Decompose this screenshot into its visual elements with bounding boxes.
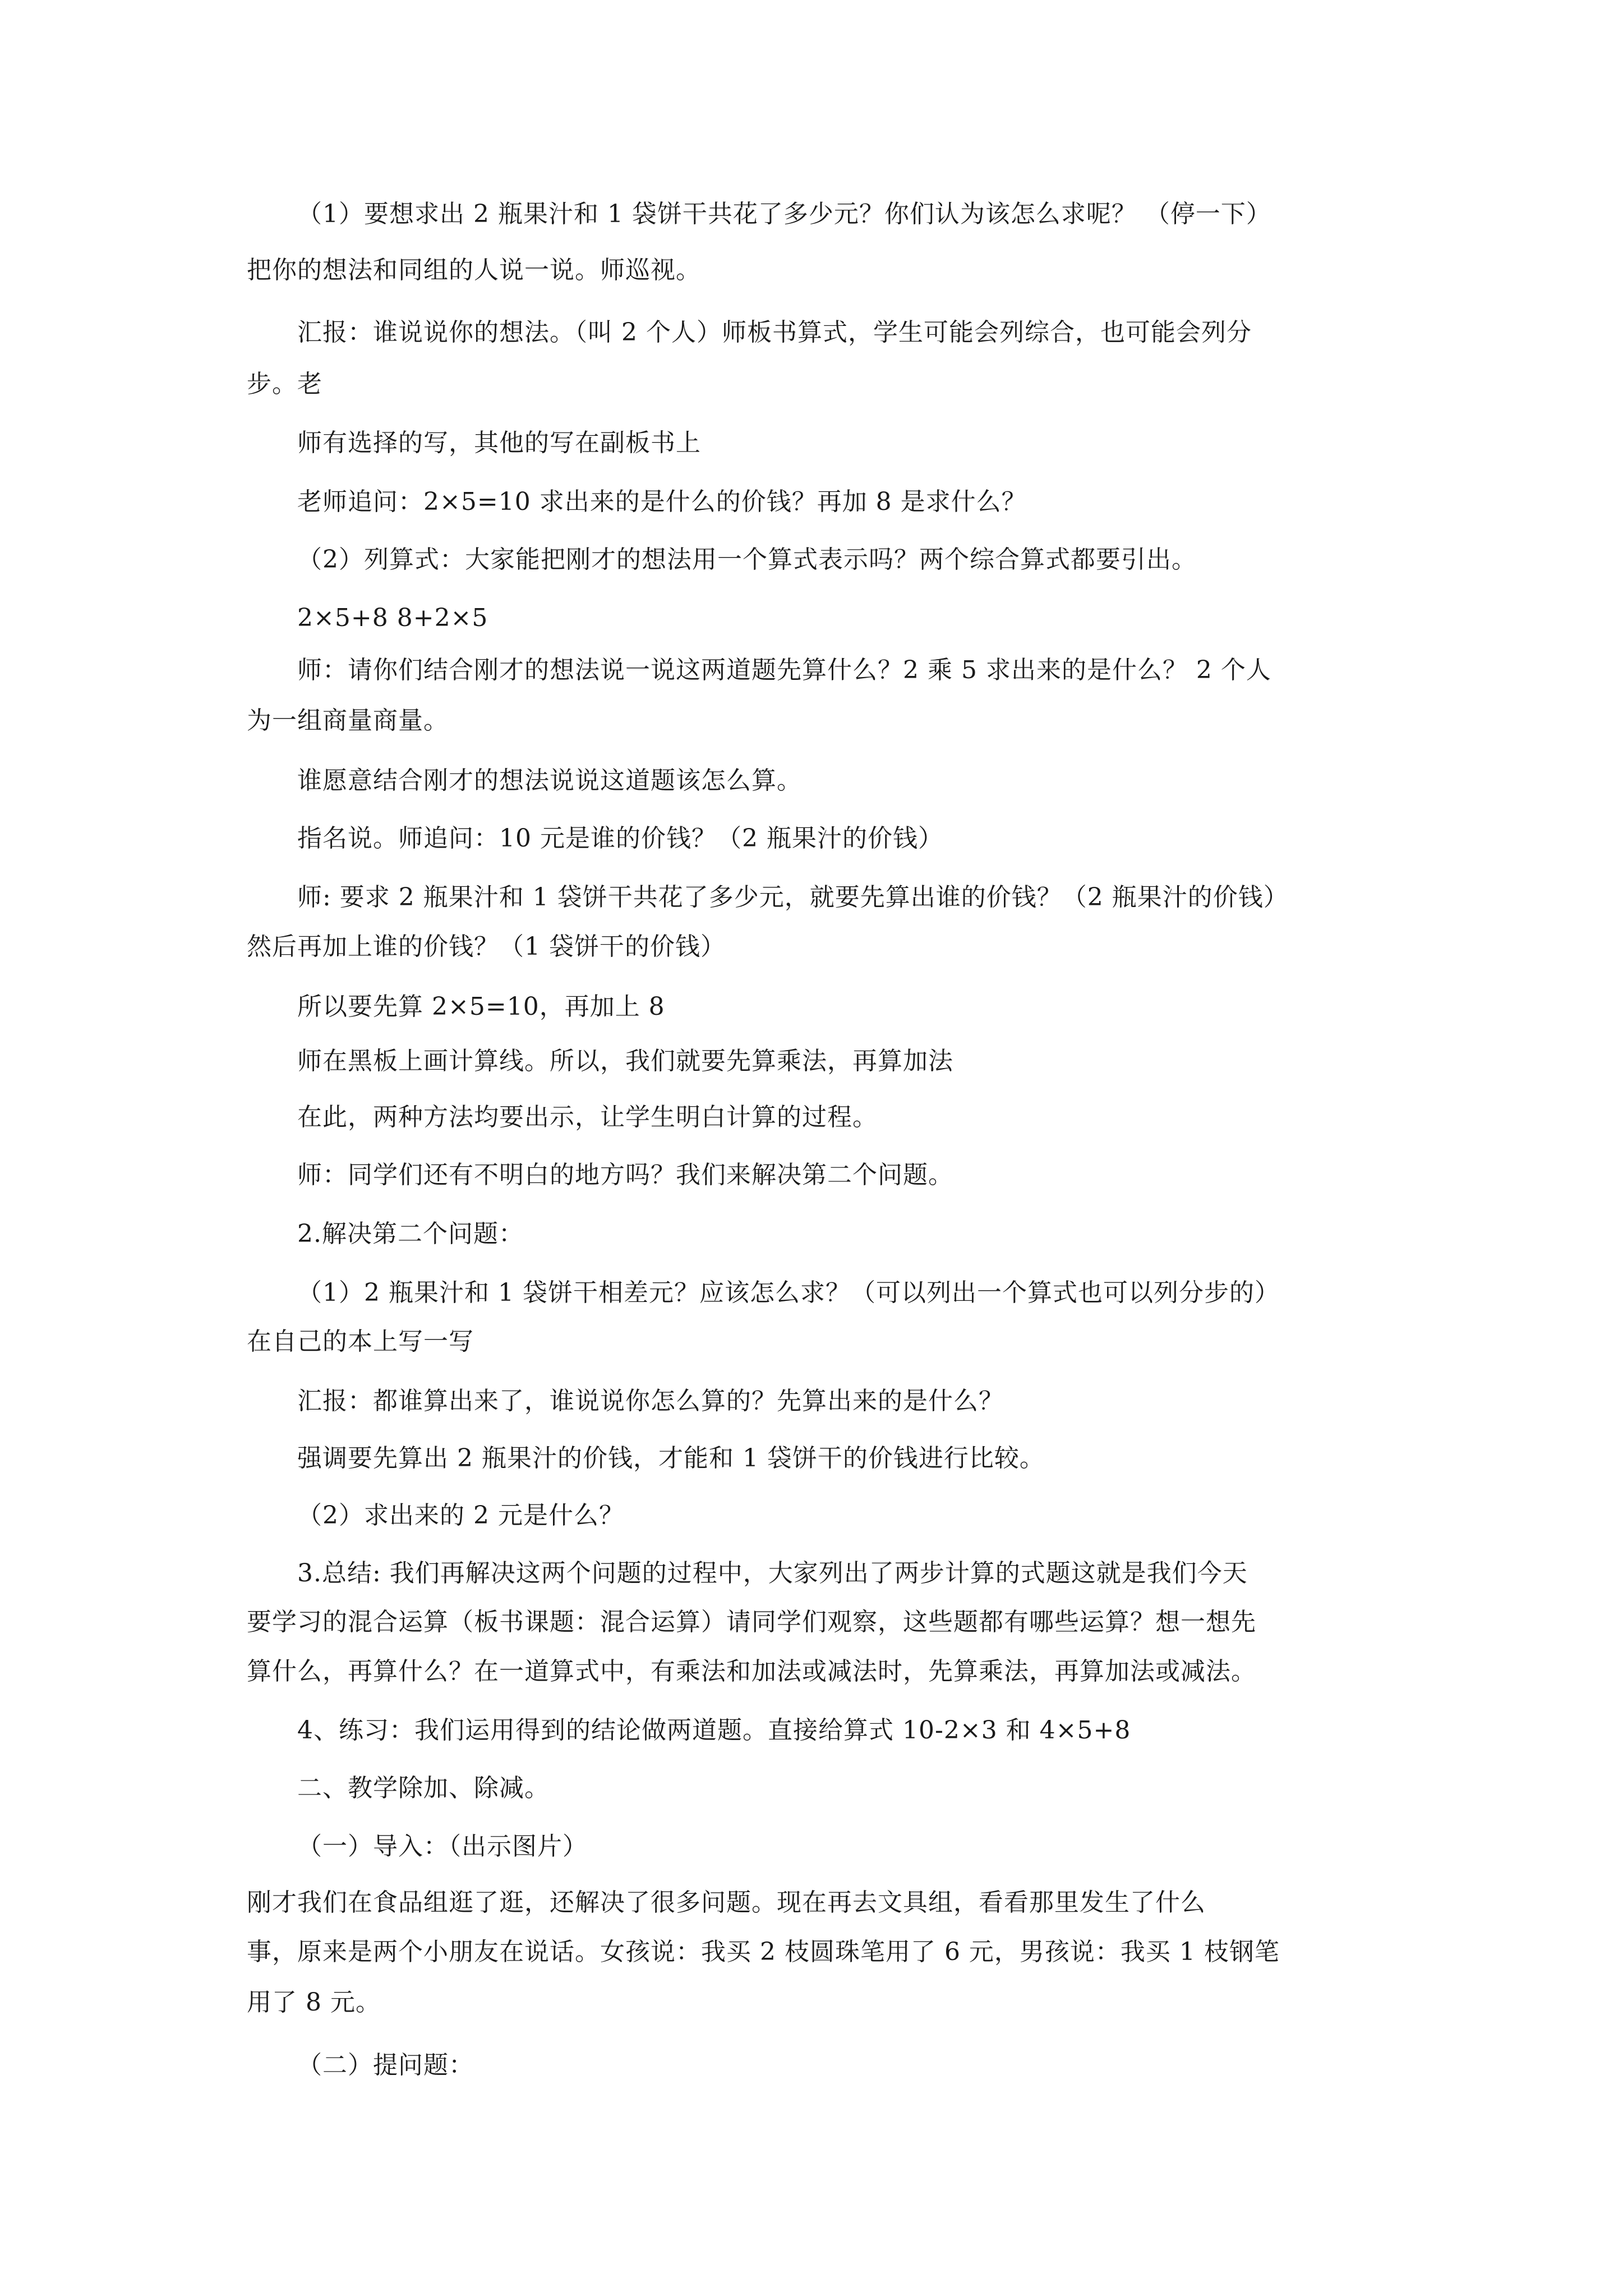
text-line: 汇报：谁说说你的想法。（叫 2 个人）师板书算式，学生可能会列综合，也可能会列分 [297, 318, 1252, 347]
text-line: 要学习的混合运算（板书课题：混合运算）请同学们观察，这些题都有哪些运算？想一想先 [247, 1608, 1256, 1636]
text-line: 老师追问：2×5=10 求出来的是什么的价钱？再加 8 是求什么？ [297, 487, 1027, 516]
text-line: 为一组商量商量。 [247, 706, 449, 735]
text-line: 所以要先算 2×5=10，再加上 8 [297, 992, 665, 1021]
text-line: （1）要想求出 2 瓶果汁和 1 袋饼干共花了多少元？你们认为该怎么求呢？ （停一下） [297, 200, 1271, 228]
text-line: 师：请你们结合刚才的想法说一说这两道题先算什么？2 乘 5 求出来的是什么？ 2 个人 [297, 656, 1271, 684]
subsection-heading: （一）导入：（出示图片） [297, 1832, 588, 1861]
text-line: （1）2 瓶果汁和 1 袋饼干相差元？应该怎么求？（可以列出一个算式也可以列分步的） [297, 1278, 1280, 1307]
text-line: 事，原来是两个小朋友在说话。女孩说：我买 2 枝圆珠笔用了 6 元，男孩说：我买 1 枝钢笔 [247, 1938, 1280, 1966]
text-line: 汇报：都谁算出来了，谁说说你怎么算的？先算出来的是什么？ [297, 1387, 1004, 1415]
text-line: （2）求出来的 2 元是什么？ [297, 1501, 624, 1530]
text-line: 在自己的本上写一写 [247, 1327, 474, 1356]
text-line: 在此，两种方法均要出示，让学生明白计算的过程。 [297, 1103, 878, 1131]
text-line: 3.总结: 我们再解决这两个问题的过程中，大家列出了两步计算的式题这就是我们今天 [297, 1559, 1248, 1588]
text-line: 师有选择的写，其他的写在副板书上 [297, 429, 701, 457]
text-line: 师: 要求 2 瓶果汁和 1 袋饼干共花了多少元，就要先算出谁的价钱？（2 瓶果汁的价钱） [297, 883, 1289, 912]
text-line: 然后再加上谁的价钱？（1 袋饼干的价钱） [247, 932, 726, 961]
text-line: 强调要先算出 2 瓶果汁的价钱，才能和 1 袋饼干的价钱进行比较。 [297, 1444, 1045, 1473]
text-line: 谁愿意结合刚才的想法说说这道题该怎么算。 [297, 766, 802, 795]
text-line: 师在黑板上画计算线。所以，我们就要先算乘法，再算加法 [297, 1047, 953, 1075]
text-line: 把你的想法和同组的人说一说。师巡视。 [247, 256, 701, 284]
text-line: 刚才我们在食品组逛了逛，还解决了很多问题。现在再去文具组，看看那里发生了什么 [247, 1888, 1206, 1917]
section-heading: 二、教学除加、除减。 [297, 1774, 550, 1802]
text-line: 4、练习：我们运用得到的结论做两道题。直接给算式 10-2×3 和 4×5+8 [297, 1716, 1131, 1745]
text-line: 用了 8 元。 [247, 1988, 381, 2017]
section-heading: 2.解决第二个问题： [297, 1220, 524, 1248]
text-line: 指名说。师追问：10 元是谁的价钱？（2 瓶果汁的价钱） [297, 824, 943, 853]
text-line: 步。老 [247, 370, 322, 398]
text-line: 师：同学们还有不明白的地方吗？我们来解决第二个问题。 [297, 1161, 953, 1189]
text-line: 算什么，再算什么？在一道算式中，有乘法和加法或减法时，先算乘法，再算加法或减法。 [247, 1657, 1256, 1686]
text-line: （2）列算式：大家能把刚才的想法用一个算式表示吗？两个综合算式都要引出。 [297, 545, 1197, 574]
subsection-heading: （二）提问题： [297, 2051, 474, 2079]
formula-line: 2×5+8 8+2×5 [297, 604, 488, 632]
